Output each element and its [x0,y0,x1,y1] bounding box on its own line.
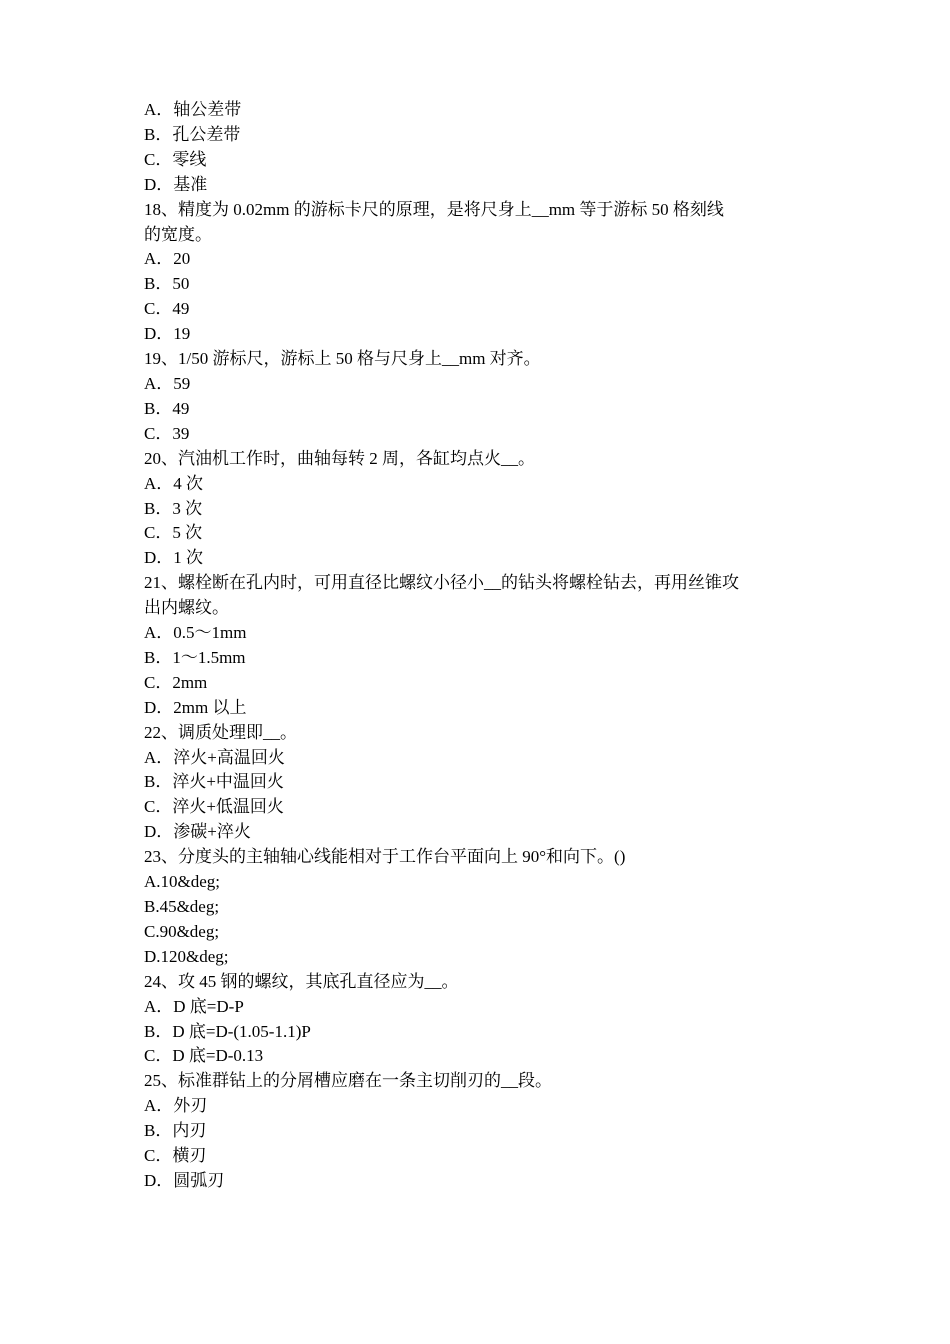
question-23: 23、分度头的主轴轴心线能相对于工作台平面向上 90°和向下。() [144,847,626,867]
option-line: A．4 次 [144,473,204,493]
question-19: 19、1/50 游标尺，游标上 50 格与尺身上__mm 对齐。 [144,349,541,369]
option-line: C．5 次 [144,523,203,543]
option-line: D．1 次 [144,548,204,568]
option-line: A．20 [144,249,191,269]
option-line: C．49 [144,299,190,319]
document-page [144,98,824,1194]
option-line: A．0.5～1mm [144,623,247,643]
option-line: C．D 底=D-0.13 [144,1046,264,1066]
option-line: D．圆弧刃 [144,1170,225,1190]
option-line: B．3 次 [144,498,203,518]
question-25: 25、标准群钻上的分屑槽应磨在一条主切削刃的__段。 [144,1071,552,1091]
option-line: C.90&deg; [144,921,220,941]
option-line: B．49 [144,398,190,418]
question-24: 24、攻 45 钢的螺纹，其底孔直径应为__。 [144,971,459,991]
option-line: D．19 [144,324,191,344]
option-line: B．内刃 [144,1121,207,1141]
option-line: B．50 [144,274,190,294]
option-line: A．59 [144,373,191,393]
option-line: B．淬火+中温回火 [144,772,284,792]
option-line: C．2mm [144,672,208,692]
question-18-line-1: 18、精度为 0.02mm 的游标卡尺的原理，是将尺身上__mm 等于游标 50 格刻线 [144,199,724,219]
option-line: B．孔公差带 [144,124,241,144]
option-line: D．2mm 以上 [144,697,247,717]
option-line: D.120&deg; [144,946,229,966]
option-line: A．外刃 [144,1096,208,1116]
option-line: A．D 底=D-P [144,996,244,1016]
question-18-line-2: 的宽度。 [144,224,212,244]
option-line: B．1～1.5mm [144,647,246,667]
question-21-line-2: 出内螺纹。 [144,598,229,618]
option-line: A．轴公差带 [144,100,242,119]
question-20: 20、汽油机工作时，曲轴每转 2 周，各缸均点火__。 [144,448,535,468]
option-line: C．横刃 [144,1146,207,1166]
option-line: D．基准 [144,174,208,194]
option-line: C．39 [144,423,190,443]
option-line: B.45&deg; [144,897,220,916]
question-22: 22、调质处理即__。 [144,722,297,742]
option-line: B．D 底=D-(1.05-1.1)P [144,1021,311,1041]
option-line: A.10&deg; [144,872,221,892]
option-line: D．渗碳+淬火 [144,822,251,842]
option-line: C．零线 [144,149,207,169]
option-line: C．淬火+低温回火 [144,797,284,817]
question-21-line-1: 21、螺栓断在孔内时，可用直径比螺纹小径小__的钻头将螺栓钻去，再用丝锥攻 [144,573,739,593]
option-line: A．淬火+高温回火 [144,747,285,767]
